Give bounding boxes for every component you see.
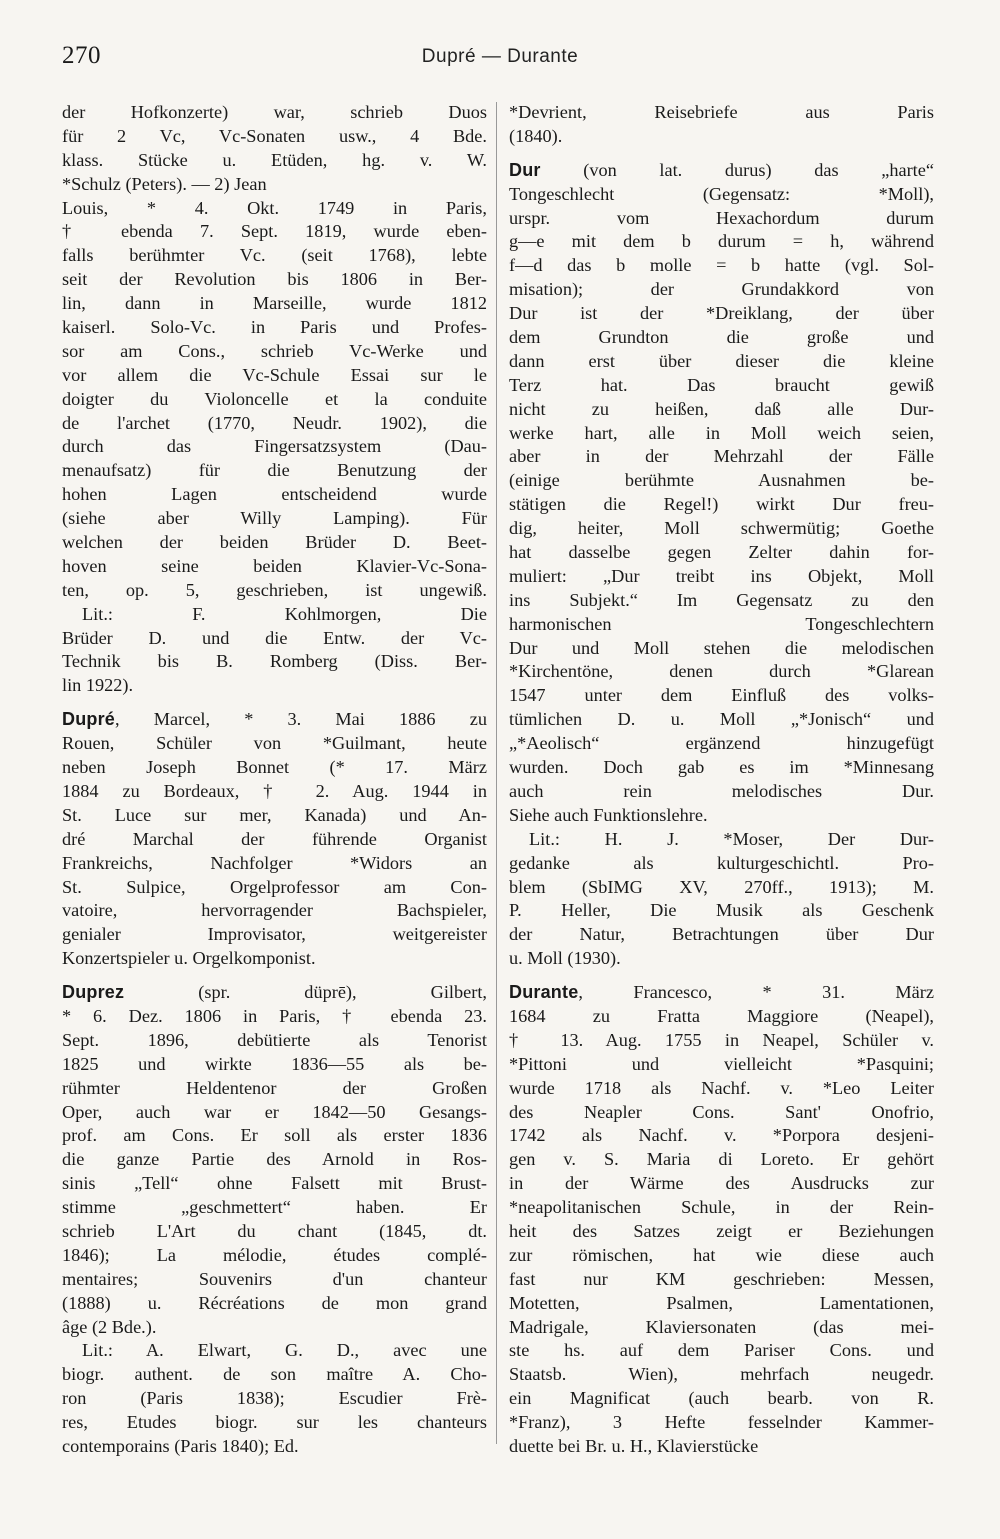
right-column-line: misation); der Grundakkord von (509, 279, 934, 300)
right-column-line: *Franz), 3 Hefte fesselnder Kammer- (509, 1412, 934, 1433)
left-column-line: hoven seine beiden Klavier-Vc-Sona- (62, 555, 487, 576)
left-column-line: biogr. authent. de son maître A. Cho- (62, 1364, 487, 1385)
left-column-line: Brüder D. und die Entw. der Vc- (62, 627, 487, 648)
right-column-line: ste hs. auf dem Pariser Cons. und (509, 1340, 934, 1361)
right-column-line: *Kirchentöne, denen durch *Glarean (509, 661, 934, 682)
right-column-line: harmonischen Tongeschlechtern (509, 613, 934, 634)
left-column-line: (siehe aber Willy Lamping). Für (62, 508, 487, 529)
right-column-line: heit des Satzes zeigt er Beziehungen (509, 1220, 934, 1241)
right-column-line: urspr. vom Hexachordum durum (509, 207, 934, 228)
right-column-line: „*Aeolisch“ ergänzend hinzugefügt (509, 733, 934, 754)
right-column-line: stätigen die Regel!) wirkt Dur freu- (509, 494, 934, 515)
left-column-line: für 2 Vc, Vc-Sonaten usw., 4 Bde. (62, 125, 487, 146)
right-column-line: werke hart, alle in Moll weich seien, (509, 422, 934, 443)
right-column-line: g—e mit dem b durum = h, während (509, 231, 934, 252)
right-column-line: Tongeschlecht (Gegensatz: *Moll), (509, 183, 934, 204)
left-column-line: Dupré, Marcel, * 3. Mai 1886 zu (62, 709, 487, 730)
left-column-line: Technik bis B. Romberg (Diss. Ber- (62, 651, 487, 672)
left-column-line: vatoire, hervorragender Bachspieler, (62, 900, 487, 921)
right-column-line: Durante, Francesco, * 31. März (509, 982, 934, 1003)
left-column-line: St. Sulpice, Orgelprofessor am Con- (62, 876, 487, 897)
entry-gap (509, 149, 934, 159)
left-column-line: doigter du Violoncelle et la conduite (62, 388, 487, 409)
left-column-line: âge (2 Bde.). (62, 1316, 157, 1337)
right-column-line: Siehe auch Funktionslehre. (509, 804, 708, 825)
left-column-line: St. Luce sur mer, Kanada) und An- (62, 804, 487, 825)
right-column-line: Madrigale, Klaviersonaten (das mei- (509, 1316, 934, 1337)
left-column-line: neben Joseph Bonnet (* 17. März (62, 757, 487, 778)
right-column-line: duette bei Br. u. H., Klavierstücke (509, 1435, 759, 1456)
left-column (62, 101, 487, 1459)
left-column-line: Louis, * 4. Okt. 1749 in Paris, (62, 197, 487, 218)
right-column-line: Motetten, Psalmen, Lamentationen, (509, 1292, 934, 1313)
left-column-line: schrieb L'Art du chant (1845, dt. (62, 1220, 487, 1241)
right-column-line: gen v. S. Maria di Loreto. Er gehört (509, 1149, 934, 1170)
right-column-line: gedanke als kulturgeschichtl. Pro- (509, 852, 934, 873)
left-column-line: contemporains (Paris 1840); Ed. (62, 1435, 299, 1456)
left-column-line: menaufsatz) für die Benutzung der (62, 460, 487, 481)
left-column-line: Rouen, Schüler von *Guilmant, heute (62, 733, 487, 754)
right-column-line: wurden. Doch gab es im *Minnesang (509, 757, 934, 778)
left-column-line: de l'archet (1770, Neudr. 1902), die (62, 412, 487, 433)
left-column-line: sor am Cons., schrieb Vc-Werke und (62, 340, 487, 361)
left-column-line: ron (Paris 1838); Escudier Frè- (62, 1388, 487, 1409)
left-column-line: *Schulz (Peters). — 2) Jean (62, 173, 267, 194)
right-column-line: nicht zu heißen, daß alle Dur- (509, 398, 934, 419)
left-column-line: Sept. 1896, debütierte als Tenorist (62, 1029, 487, 1050)
running-head: Dupré — Durante (421, 46, 579, 67)
left-column-line: der Hofkonzerte) war, schrieb Duos (62, 102, 487, 122)
left-column-line: rühmter Heldentenor der Großen (62, 1077, 487, 1098)
left-column-line: Duprez (spr. düprē), Gilbert, (62, 982, 487, 1003)
entry-gap (62, 698, 487, 708)
right-column-line: auch rein melodisches Dur. (509, 780, 934, 801)
right-column-line: Lit.: H. J. *Moser, Der Dur- (529, 828, 934, 849)
right-column-line: *Pittoni und vielleicht *Pasquini; (509, 1053, 934, 1074)
right-column-line: dem Grundton die große und (509, 327, 934, 348)
left-column-line: mentaires; Souvenirs d'un chanteur (62, 1268, 487, 1289)
column-divider (496, 102, 497, 1444)
left-column-line: vor allem die Vc-Schule Essai sur le (62, 364, 487, 385)
left-column-line: Lit.: F. Kohlmorgen, Die (82, 603, 487, 624)
left-column-line: kaiserl. Solo-Vc. in Paris und Profes- (62, 317, 487, 338)
left-column-line: 1884 zu Bordeaux, † 2. Aug. 1944 in (62, 780, 487, 801)
right-column-line: (einige berühmte Ausnahmen be- (509, 470, 934, 491)
left-column-line: † ebenda 7. Sept. 1819, wurde eben- (62, 221, 487, 242)
left-column-line: res, Etudes biogr. sur les chanteurs (62, 1412, 487, 1433)
left-column-line: durch das Fingersatzsystem (Dau- (62, 436, 487, 457)
left-column-line: genialer Improvisator, weitgereister (62, 924, 487, 945)
right-column-line: tümlichen D. u. Moll „*Jonisch“ und (509, 709, 934, 730)
right-column-line: aber in der Mehrzahl der Fälle (509, 446, 934, 467)
right-column-line: Terz hat. Das braucht gewiß (509, 374, 934, 395)
entry-gap (62, 971, 487, 981)
left-column-line: lin, dann in Marseille, wurde 1812 (62, 293, 487, 314)
right-column-line: *Devrient, Reisebriefe aus Paris (509, 102, 934, 122)
right-column-line: wurde 1718 als Nachf. v. *Leo Leiter (509, 1077, 934, 1098)
left-column-line: 1846); La mélodie, études complé- (62, 1244, 487, 1265)
left-column-line: 1825 und wirkte 1836—55 als be- (62, 1053, 487, 1074)
right-column-line: ins Subjekt.“ Im Gegensatz zu den (509, 589, 934, 610)
right-column-line: *neapolitanischen Schule, in der Rein- (509, 1197, 934, 1218)
left-column-line: seit der Revolution bis 1806 in Ber- (62, 269, 487, 290)
left-column-line: die ganze Partie des Arnold in Ros- (62, 1149, 487, 1170)
right-column-line: blem (SbIMG XV, 270ff., 1913); M. (509, 876, 934, 897)
right-column-line: P. Heller, Die Musik als Geschenk (509, 900, 934, 921)
left-column-line: klass. Stücke u. Etüden, hg. v. W. (62, 149, 487, 170)
left-column-line: stimme „geschmettert“ haben. Er (62, 1197, 487, 1218)
right-column-line: u. Moll (1930). (509, 948, 621, 969)
right-column-line: fast nur KM geschrieben: Messen, (509, 1268, 934, 1289)
left-column-line: ten, op. 5, geschrieben, ist ungewiß. (62, 579, 487, 600)
right-column-line: zur römischen, hat wie diese auch (509, 1244, 934, 1265)
left-column-line: * 6. Dez. 1806 in Paris, † ebenda 23. (62, 1005, 487, 1026)
right-column-line: Dur und Moll stehen die melodischen (509, 637, 934, 658)
right-column-line: Dur (von lat. durus) das „harte“ (509, 159, 934, 180)
left-column-line: lin 1922). (62, 675, 134, 696)
left-column-line: hohen Lagen entscheidend wurde (62, 484, 487, 505)
right-column (509, 101, 934, 1459)
left-column-line: dré Marchal der führende Organist (62, 828, 487, 849)
right-column-line: 1742 als Nachf. v. *Porpora desjeni- (509, 1125, 934, 1146)
right-column-line: Dur ist der *Dreiklang, der über (509, 303, 934, 324)
right-column-line: f—d das b molle = b hatte (vgl. Sol- (509, 255, 934, 276)
right-column-line: dann erst über dieser die kleine (509, 350, 934, 371)
left-column-line: Konzertspieler u. Orgelkomponist. (62, 948, 316, 969)
entry-gap (509, 971, 934, 981)
left-column-line: Lit.: A. Elwart, G. D., avec une (82, 1340, 487, 1361)
left-column-line: (1888) u. Récréations de mon grand (62, 1292, 487, 1313)
left-column-line: falls berühmter Vc. (seit 1768), lebte (62, 245, 487, 266)
right-column-line: in der Wärme des Ausdrucks zur (509, 1173, 934, 1194)
page-number: 270 (62, 42, 101, 69)
right-column-line: des Neapler Cons. Sant' Onofrio, (509, 1101, 934, 1122)
left-column-line: sinis „Tell“ ohne Falsett mit Brust- (62, 1173, 487, 1194)
right-column-line: der Natur, Betrachtungen über Dur (509, 924, 934, 945)
left-column-line: prof. am Cons. Er soll als erster 1836 (62, 1125, 487, 1146)
left-column-line: Frankreichs, Nachfolger *Widors an (62, 852, 487, 873)
right-column-line: Staatsb. Wien), mehrfach neugedr. (509, 1364, 934, 1385)
right-column-line: 1684 zu Fratta Maggiore (Neapel), (509, 1005, 934, 1026)
right-column-line: dig, heiter, Moll schwermütig; Goethe (509, 518, 934, 539)
right-column-line: hat dasselbe gegen Zelter dahin for- (509, 542, 934, 563)
left-column-line: welchen der beiden Brüder D. Beet- (62, 532, 487, 553)
right-column-line: ein Magnificat (auch bearb. von R. (509, 1388, 934, 1409)
left-column-line: Oper, auch war er 1842—50 Gesangs- (62, 1101, 487, 1122)
right-column-line: 1547 unter dem Einfluß des volks- (509, 685, 934, 706)
right-column-line: (1840). (509, 125, 563, 146)
right-column-line: † 13. Aug. 1755 in Neapel, Schüler v. (509, 1029, 934, 1050)
right-column-line: muliert: „Dur treibt ins Objekt, Moll (509, 565, 934, 586)
